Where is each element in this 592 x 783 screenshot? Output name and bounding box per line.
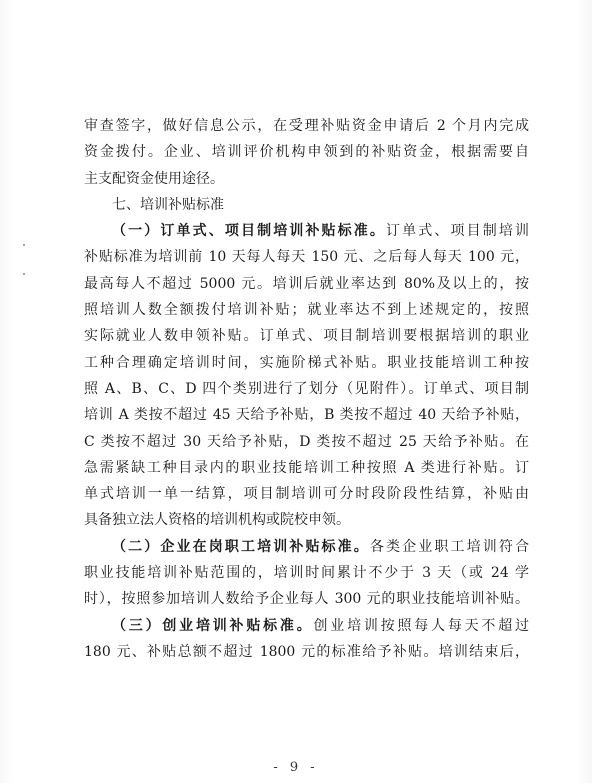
text-line [84, 455, 529, 481]
line-text: 订单式、项目制培训 [386, 223, 529, 240]
text-line [84, 139, 529, 165]
line-text: 单式培训一单一结算，项目制培训可分时段阶段性结算，补贴由 [84, 486, 529, 503]
line-text: 七、培训补贴标准 [112, 196, 224, 213]
line-text: 实际就业人数申领补贴。订单式、项目制培训要根据培训的职业 [84, 328, 529, 345]
line-text: 补贴标准为培训前 10 天每人每天 150 元、之后每人每天 100 元， [84, 249, 529, 266]
text-line [84, 507, 529, 533]
text-line [84, 350, 529, 376]
line-text: C 类按不超过 30 天给予补贴，D 类按不超过 25 天给予补贴。在 [84, 433, 529, 450]
line-text: 创业培训按照每人每天不超过 [313, 617, 529, 634]
line-text: 照 A、B、C、D 四个类别进行了划分（见附件）。订单式、项目制 [84, 380, 529, 397]
line-text: 培训 A 类按不超过 45 天给予补贴，B 类按不超过 40 天给予补贴， [84, 407, 529, 424]
text-line [84, 323, 529, 349]
line-text: 急需紧缺工种目录内的职业技能培训工种按照 A 类进行补贴。订 [84, 459, 529, 476]
text-line [84, 639, 529, 665]
text-line [84, 113, 529, 139]
text-line [84, 297, 529, 323]
line-text: 职业技能培训补贴范围的，培训时间累计不少于 3 天（或 24 学 [84, 565, 529, 582]
text-line [84, 376, 529, 402]
text-line [84, 244, 529, 270]
text-line [84, 402, 529, 428]
text-line [84, 586, 529, 612]
line-text: 工种合理确定培训时间，实施阶梯式补贴。职业技能培训工种按 [84, 354, 529, 371]
text-line [84, 429, 529, 455]
text-line [84, 481, 529, 507]
line-text: 最高每人不超过 5000 元。培训后就业率达到 80%及以上的，按 [84, 275, 529, 292]
line-text: 照培训人数全额拨付培训补贴；就业率达不到上述规定的，按照 [84, 302, 529, 319]
line-text: 资金拨付。企业、培训评价机构申领到的补贴资金，根据需要自 [84, 144, 529, 161]
line-text: 各类企业职工培训符合 [369, 538, 529, 555]
subsection-title: （三）创业培训补贴标准。 [112, 617, 314, 634]
line-text: 主支配资金使用途径。 [84, 170, 224, 187]
text-line [84, 613, 529, 639]
text-line [84, 271, 529, 297]
scan-margin-mark [23, 244, 25, 246]
section-heading [84, 192, 529, 218]
subsection-title: （二）企业在岗职工培训补贴标准。 [112, 538, 370, 555]
line-text: 审查签字，做好信息公示，在受理补贴资金申请后 2 个月内完成 [84, 118, 529, 134]
line-text: 180 元、补贴总额不超过 1800 元的标准给予补贴。培训结束后， [84, 643, 529, 660]
subsection-title: （一）订单式、项目制培训补贴标准。 [112, 223, 387, 240]
line-text: 具备独立法人资格的培训机构或院校申领。 [84, 512, 350, 529]
text-line [84, 534, 529, 560]
page-number: - 9 - [273, 760, 319, 775]
scan-margin-mark [23, 273, 25, 275]
text-line [84, 560, 529, 586]
line-text: 时），按照参加培训人数给予企业每人 300 元的职业技能培训补贴。 [84, 591, 529, 608]
body-text [84, 113, 529, 665]
text-line [84, 218, 529, 244]
text-line [84, 166, 529, 192]
